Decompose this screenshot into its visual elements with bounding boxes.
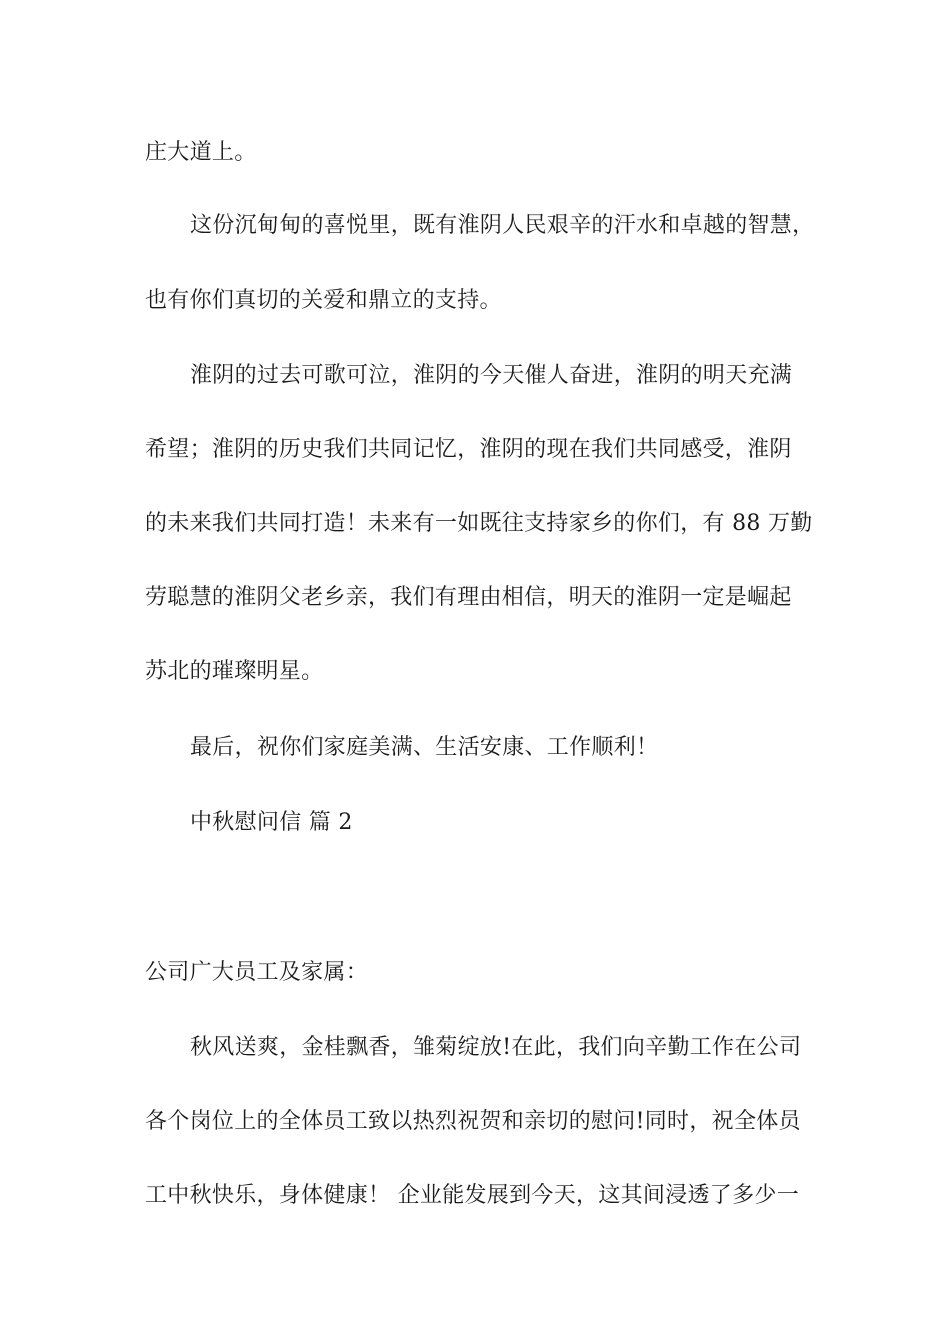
paragraph-start-line: 淮阴的过去可歌可泣，淮阴的今天催人奋进，淮阴的明天充满 xyxy=(190,363,793,388)
text-line: 希望；淮阴的历史我们共同记忆，淮阴的现在我们共同感受，淮阴 xyxy=(145,437,792,462)
salutation: 公司广大员工及家属： xyxy=(145,960,369,985)
paragraph-start-line: 秋风送爽，金桂飘香，雏菊绽放!在此，我们向辛勤工作在公司 xyxy=(190,1035,802,1060)
section-heading: 中秋慰问信 篇 2 xyxy=(190,810,353,835)
text-line: 劳聪慧的淮阴父老乡亲，我们有理由相信，明天的淮阴一定是崛起 xyxy=(145,585,792,610)
paragraph-start-line: 最后，祝你们家庭美满、生活安康、工作顺利！ xyxy=(190,735,659,760)
text-line: 苏北的璀璨明星。 xyxy=(145,659,324,684)
text-line: 的未来我们共同打造！未来有一如既往支持家乡的你们，有 88 万勤 xyxy=(145,511,813,536)
text-line: 也有你们真切的关爱和鼎立的支持。 xyxy=(145,288,502,313)
paragraph-start-line: 这份沉甸甸的喜悦里，既有淮阴人民艰辛的汗水和卓越的智慧， xyxy=(190,213,815,238)
text-line: 各个岗位上的全体员工致以热烈祝贺和亲切的慰问!同时，祝全体员 xyxy=(145,1109,801,1134)
text-line: 庄大道上。 xyxy=(145,140,257,165)
text-line: 工中秋快乐，身体健康！ 企业能发展到今天，这其间浸透了多少一 xyxy=(145,1183,799,1208)
